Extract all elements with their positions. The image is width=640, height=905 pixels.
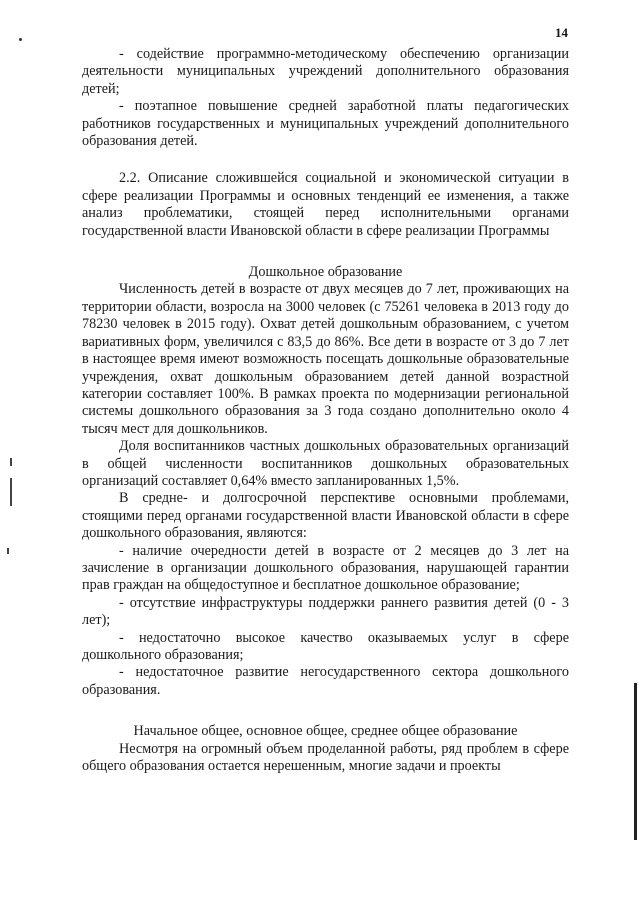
scan-speck [19,38,22,41]
subheading-general-education: Начальное общее, основное общее, среднее общее образование [133,723,518,740]
paragraph: Несмотря на огромный объем проделанной работы, ряд проблем в сфере общего образования остается нерешенным, многие задачи и проекты [82,740,569,775]
list-item: - отсутствие инфраструктуры поддержки раннего развития детей (0 - 3 лет); [82,594,569,629]
scan-edge-mark [634,683,637,840]
list-item: - наличие очередности детей в возрасте от 2 месяцев до 3 лет на зачисление в организации дошкольного образования, нарушающей гарантии прав граждан на общедоступное и бесплатное дошкольное образование; [82,542,569,594]
list-item: - недостаточно высокое качество оказываемых услуг в сфере дошкольного образования; [82,629,569,663]
paragraph: Доля воспитанников частных дошкольных образовательных организаций в общей численности воспитанников дошкольных образовательных организаций составляет 0,64% вместо запланированных 1,5%. [82,438,569,489]
paragraph: Численность детей в возрасте от двух месяцев до 7 лет, проживающих на территории области, возросла на 3000 человек (с 75261 человека в 2013 году до 78230 человек в 2015 году). Охват детей дошкольным образованием, с учетом вариативных форм, увеличился с 83,5 до 86%. Все дети в возрасте от 3 до 7 лет в настоящее время имеют возможность посещать дошкольные образовательные учреждения, охват дошкольным образованием детей данной возрастной категории составляет 100%. В рамках проекта по модернизации региональной системы дошкольного образования за 3 года создано дополнительно около 4 тысяч мест для дошкольников. [82,281,569,437]
scan-mark [10,458,12,466]
paragraph: - содействие программно-методическому обеспечению организации деятельности муниципальных учреждений дополнительного образования детей; [82,46,569,97]
section-title: 2.2. Описание сложившейся социальной и экономической ситуации в сфере реализации Программы и основных тенденций ее изменения, а также анализ проблематики, стоящей перед исполнительными органами государственной власти Ивановской области в сфере реализации Программы [82,170,569,239]
subheading-preschool: Дошкольное образование [248,264,403,281]
scan-mark [7,548,9,554]
page-number: 14 [555,25,568,40]
document-body [82,46,569,775]
scan-mark [10,478,12,506]
list-item: - недостаточное развитие негосударственного сектора дошкольного образования. [82,664,569,698]
paragraph: - поэтапное повышение средней заработной платы педагогических работников государственных и муниципальных учреждений дополнительного образования детей. [82,98,569,150]
paragraph: В средне- и долгосрочной перспективе основными проблемами, стоящими перед органами государственной власти Ивановской области в сфере дошкольного образования, являются: [82,490,569,542]
